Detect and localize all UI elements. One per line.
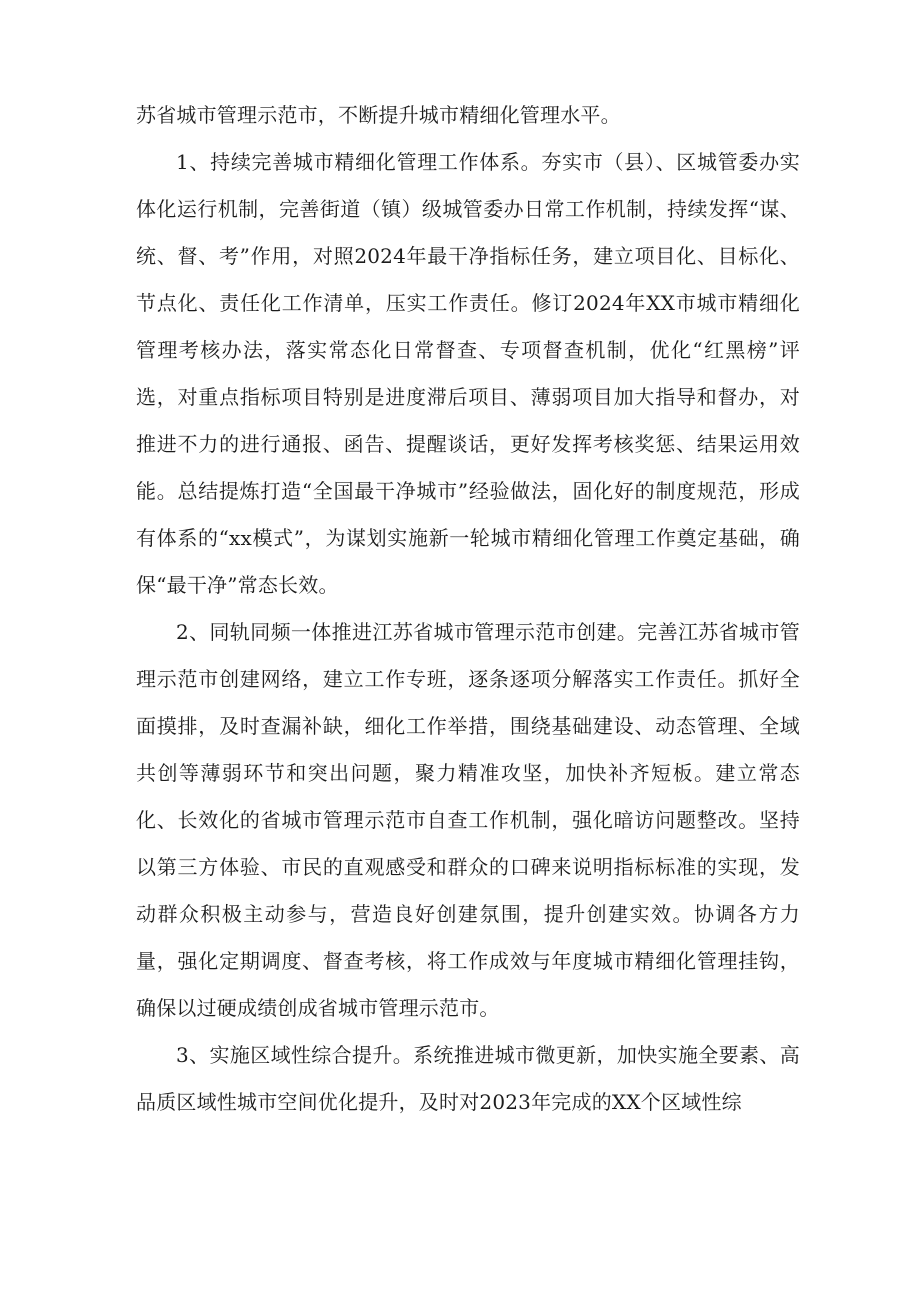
- document-body: [136, 92, 800, 1126]
- paragraph-item-3: 3、实施区域性综合提升。系统推进城市微更新，加快实施全要素、高品质区域性城市空间优化提升，及时对2023年完成的XX个区域性综: [136, 1043, 800, 1114]
- paragraph-item-1: 1、持续完善城市精细化管理工作体系。夯实市（县）、区城管委办实体化运行机制，完善街道（镇）级城管委办日常工作机制，持续发挥“谋、统、督、考”作用，对照2024年最干净指标任务，建立项目化、目标化、节点化、责任化工作清单，压实工作责任。修订2024年XX市城市精细化管理考核办法，落实常态化日常督查、专项督查机制，优化“红黑榜”评选，对重点指标项目特别是进度滞后项目、薄弱项目加大指导和督办，对推进不力的进行通报、函告、提醒谈话，更好发挥考核奖惩、结果运用效能。总结提炼打造“全国最干净城市”经验做法，固化好的制度规范，形成有体系的“xx模式”，为谋划实施新一轮城市精细化管理工作奠定基础，确保“最干净”常态长效。: [136, 150, 800, 597]
- paragraph-continuation: 苏省城市管理示范市，不断提升城市精细化管理水平。: [136, 103, 621, 127]
- paragraph-item-2: 2、同轨同频一体推进江苏省城市管理示范市创建。完善江苏省城市管理示范市创建网络，建立工作专班，逐条逐项分解落实工作责任。抓好全面摸排，及时查漏补缺，细化工作举措，围绕基础建设、动态管理、全域共创等薄弱环节和突出问题，聚力精准攻坚，加快补齐短板。建立常态化、长效化的省城市管理示范市自查工作机制，强化暗访问题整改。坚持以第三方体验、市民的直观感受和群众的口碑来说明指标标准的实现，发动群众积极主动参与，营造良好创建氛围，提升创建实效。协调各方力量，强化定期调度、督查考核，将工作成效与年度城市精细化管理挂钩，确保以过硬成绩创成省城市管理示范市。: [136, 620, 800, 1020]
